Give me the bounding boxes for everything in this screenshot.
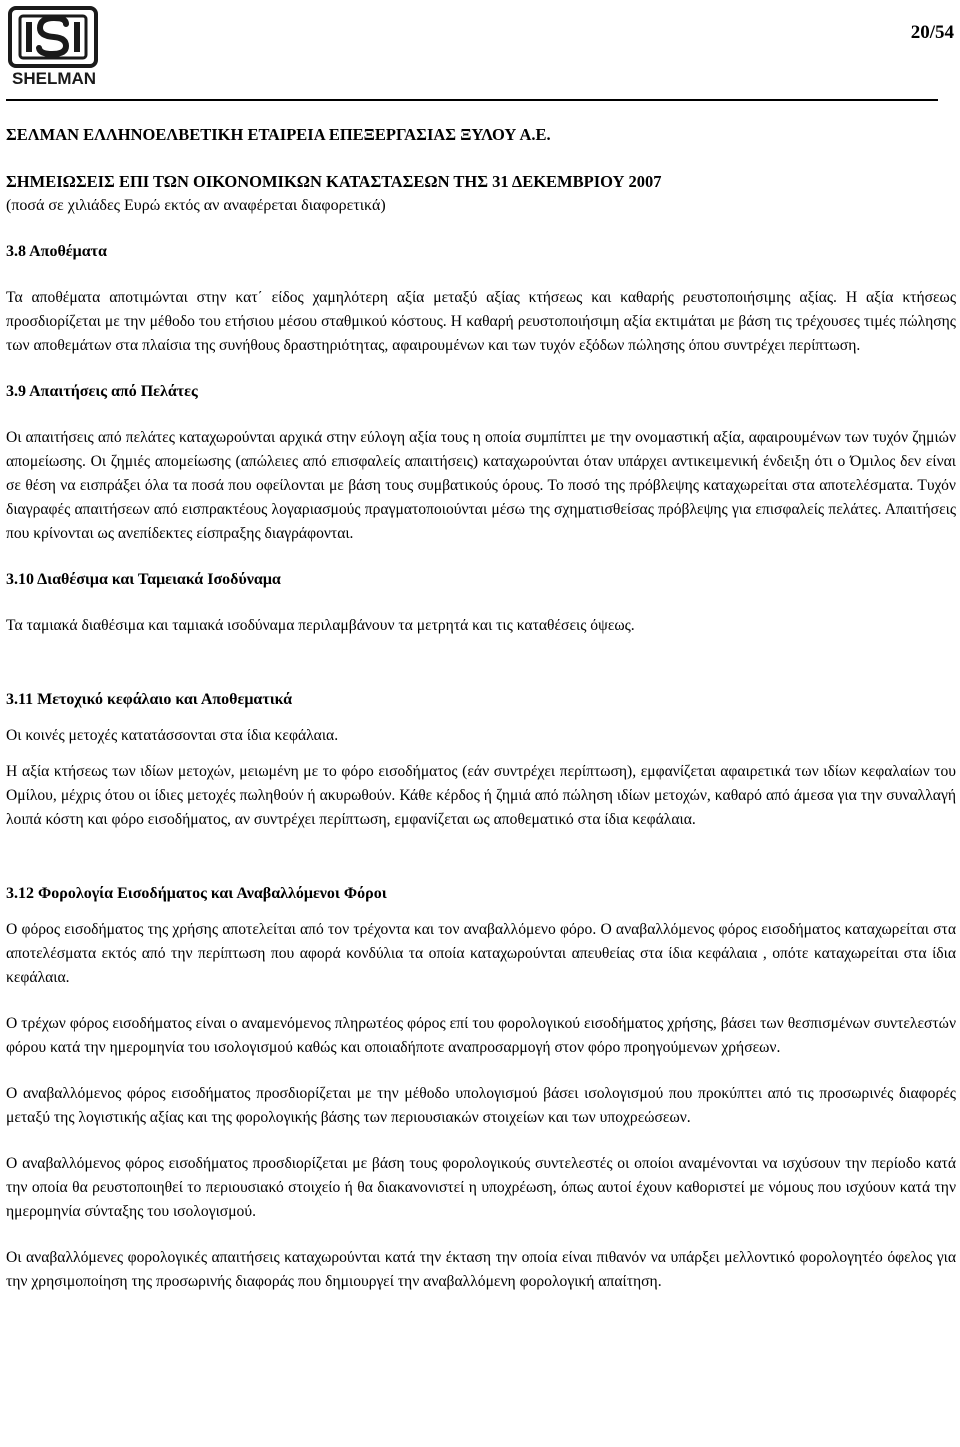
section-heading-3-12: 3.12 Φορολογία Εισοδήματος και Αναβαλλόμενοι Φόροι (6, 885, 387, 902)
section-3-12-paragraph-5: Οι αναβαλλόμενες φορολογικές απαιτήσεις καταχωρούνται κατά την έκταση την οποία είναι πιθανόν να υπάρξει μελλοντικό φορολογητέο όφελος για την χρησιμοποίηση της προσωρινής διαφοράς που δημιουργεί την αναβαλλόμενη φορολογική απαίτηση. (6, 1249, 956, 1290)
logo-wordmark: SHELMAN (12, 69, 97, 88)
section-3-12-paragraph-2: Ο τρέχων φόρος εισοδήματος είναι ο αναμενόμενος πληρωτέος φόρος επί του φορολογικού εισοδήματος χρήσης, βάσει των θεσπισμένων συντελεστών φόρου κατά την ημερομηνία του ισολογισμού καθώς και οποιαδήποτε αναπροσαρμογή στον φόρο προηγούμενων χρήσεων. (6, 1015, 956, 1056)
document-body (6, 112, 956, 1294)
company-name: ΣΕΛΜΑΝ ΕΛΛΗΝΟΕΛΒΕΤΙΚΗ ΕΤΑΙΡΕΙΑ ΕΠΕΞΕΡΓΑΣΙΑΣ ΞΥΛΟΥ Α.Ε. (6, 125, 551, 144)
section-heading-3-9: 3.9 Απαιτήσεις από Πελάτες (6, 383, 198, 400)
section-3-8-paragraph: Τα αποθέματα αποτιμώνται στην κατ΄ είδος χαμηλότερη αξία μεταξύ αξίας κτήσεως και καθαρής ρευστοποιήσιμης αξίας. Η αξία κτήσεως προσδιορίζεται με την μέθοδο του ετήσιου μέσου σταθμικού κόστους. Η καθαρή ρευστοποιήσιμη αξία εκτιμάται με βάση τις τρέχουσες τιμές πώλησης των αποθεμάτων στα πλαίσια της συνήθους δραστηριότητας, αφαιρουμένων και των τυχόν εξόδων πώλησης όπου συντρέχει περίπτωση. (6, 289, 956, 354)
section-3-10-paragraph: Τα ταμιακά διαθέσιμα και ταμιακά ισοδύναμα περιλαμβάνουν τα μετρητά και τις καταθέσεις όψεως. (6, 617, 635, 634)
section-3-9-paragraph: Οι απαιτήσεις από πελάτες καταχωρούνται αρχικά στην εύλογη αξία τους η οποία συμπίπτει με την ονομαστική αξία, αφαιρουμένων των τυχόν ζημιών απομείωσης. Οι ζημιές απομείωσης (απώλειες από επισφαλείς απαιτήσεις) καταχωρούνται όταν υπάρχει αντικειμενική ένδειξη ότι ο Όμιλος δεν είναι σε θέση να εισπράξει όλα τα ποσά που οφείλονται με βάση τους συμβατικούς όρους. Το ποσό της πρόβλεψης καταχωρείται στα αποτελέσματα. Τυχόν διαγραφές απαιτήσεων από εισπρακτέους λογαριασμούς πραγματοποιούνται μέσω της σχηματισθείσας πρόβλεψης για επισφαλείς πελάτες. Απαιτήσεις που κρίνονται ως ανεπίδεκτες είσπραξης διαγράφονται. (6, 429, 956, 542)
page-number: 20/54 (910, 22, 954, 43)
notes-title: ΣΗΜΕΙΩΣΕΙΣ ΕΠΙ ΤΩΝ ΟΙΚΟΝΟΜΙΚΩΝ ΚΑΤΑΣΤΑΣΕΩΝ ΤΗΣ 31 ΔΕΚΕΜΒΡΙΟΥ 2007 (6, 172, 662, 191)
section-3-12-paragraph-3: Ο αναβαλλόμενος φόρος εισοδήματος προσδιορίζεται με την μέθοδο υπολογισμού βάσει ισολογισμού που προκύπτει από τις προσωρινές διαφορές μεταξύ της λογιστικής αξίας και της φορολογικής βάσης των περιουσιακών στοιχείων και των υποχρεώσεων. (6, 1085, 956, 1126)
section-3-11-paragraph-1: Οι κοινές μετοχές κατατάσσονται στα ίδια κεφάλαια. (6, 727, 339, 744)
shelman-logo (8, 6, 132, 88)
section-heading-3-10: 3.10 Διαθέσιμα και Ταμειακά Ισοδύναμα (6, 571, 281, 588)
section-heading-3-11: 3.11 Μετοχικό κεφάλαιο και Αποθεματικά (6, 691, 293, 708)
section-3-12-paragraph-1: Ο φόρος εισοδήματος της χρήσης αποτελείται από τον τρέχοντα και τον αναβαλλόμενο φόρο. Ο αναβαλλόμενος φόρος εισοδήματος καταχωρείται στα αποτελέσματα εκτός από την περίπτωση που αφορά κονδύλια τα οποία καταχωρούνται απευθείας στα ίδια κεφάλαια , οπότε καταχωρείται στα ίδια κεφάλαια. (6, 921, 956, 986)
amounts-subtitle: (ποσά σε χιλιάδες Ευρώ εκτός αν αναφέρεται διαφορετικά) (6, 197, 386, 214)
section-3-12-paragraph-4: Ο αναβαλλόμενος φόρος εισοδήματος προσδιορίζεται με βάση τους φορολογικούς συντελεστές οι οποίοι αναμένονται να ισχύσουν την περίοδο κατά την οποία θα ρευστοποιηθεί το περιουσιακό στοιχείο ή θα διακανονιστεί η υποχρέωση, όπως αυτοί έχουν καθοριστεί με νόμους που ισχύουν κατά την ημερομηνία σύνταξης του ισολογισμού. (6, 1155, 956, 1220)
section-3-11-paragraph-2: Η αξία κτήσεως των ιδίων μετοχών, μειωμένη με το φόρο εισοδήματος (εάν συντρέχει περίπτωση), εμφανίζεται αφαιρετικά των ιδίων κεφαλαίων του Ομίλου, μέχρις ότου οι ίδιες μετοχές πωληθούν ή ακυρωθούν. Κάθε κέρδος ή ζημιά από πώληση ιδίων μετοχών, καθαρό από άμεσα για την συναλλαγή λοιπά κόστη και φόρο εισοδήματος, αν συντρέχει περίπτωση, εμφανίζεται ως αποθεματικό στα ίδια κεφάλαια. (6, 763, 956, 828)
header-divider (6, 99, 938, 101)
section-heading-3-8: 3.8 Αποθέματα (6, 243, 107, 260)
